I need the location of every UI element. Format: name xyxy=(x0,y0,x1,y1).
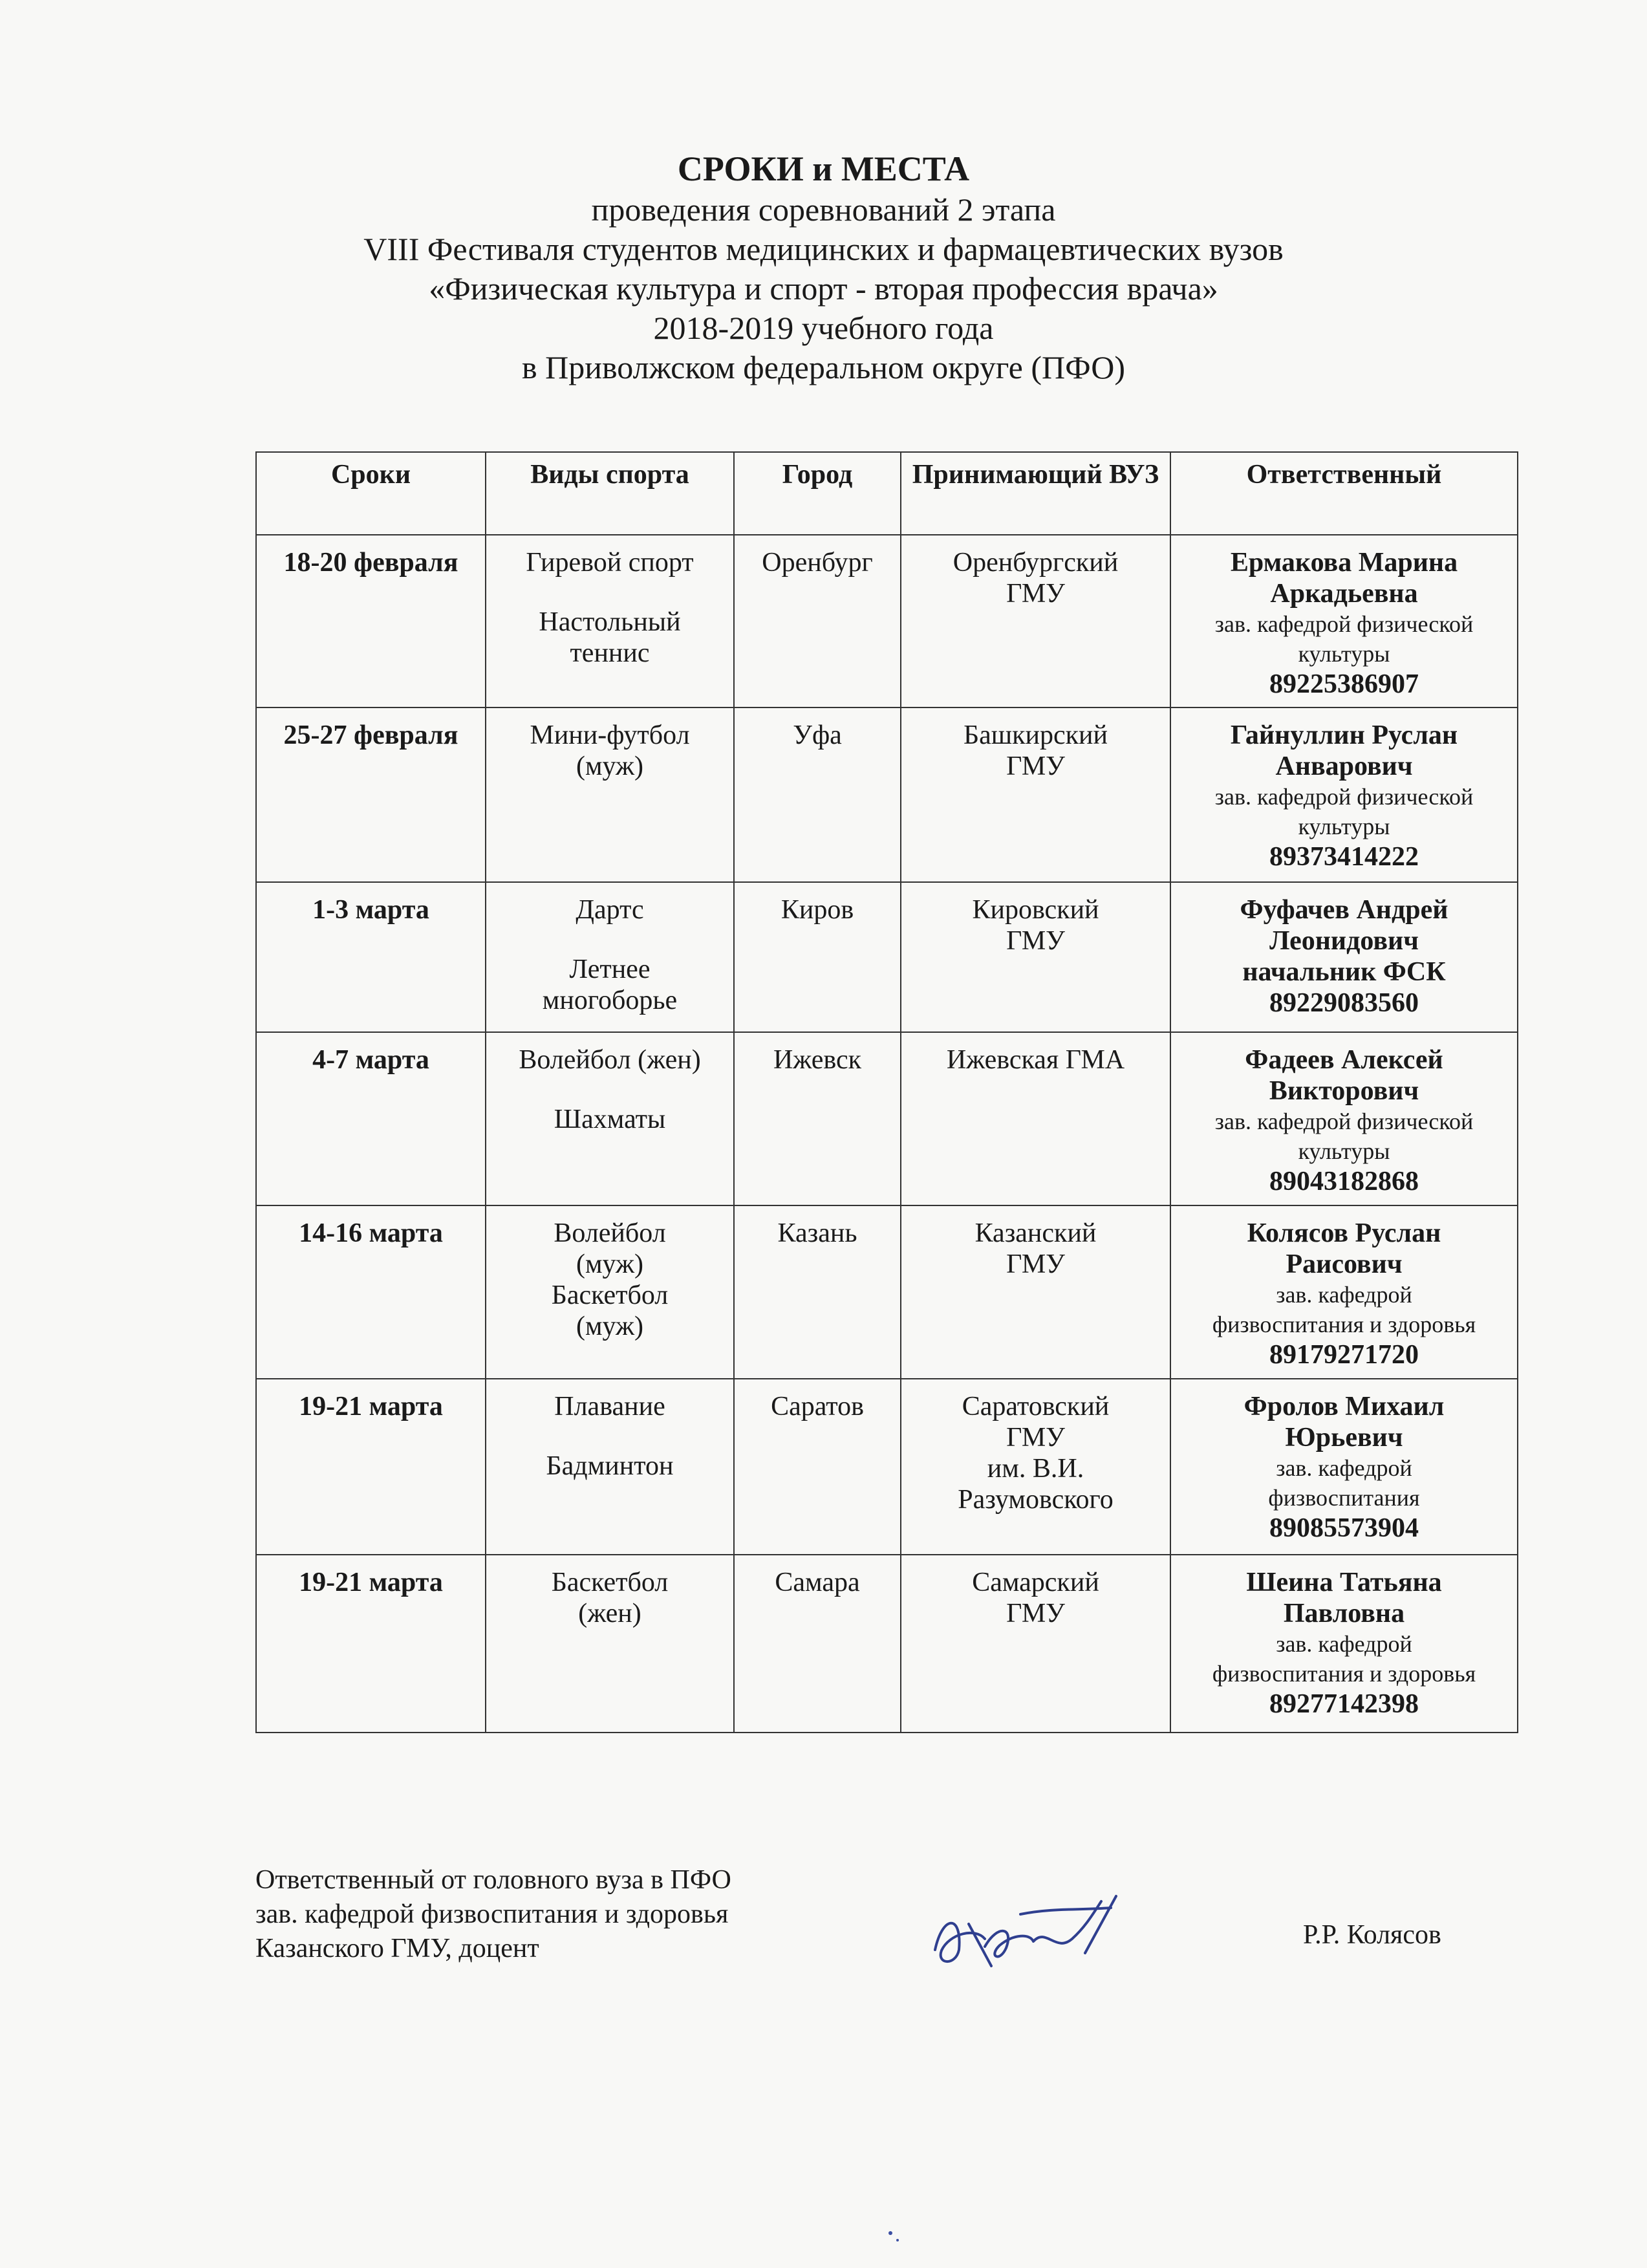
cell-responsible xyxy=(1170,1205,1518,1379)
scan-speck xyxy=(896,2239,899,2241)
table-row xyxy=(256,882,1518,1032)
host-line: Разумовского xyxy=(958,1485,1114,1515)
responsible-position-line: зав. кафедрой физической xyxy=(1214,611,1474,637)
heading-line: VIII Фестиваля студентов медицинских и фармацевтических вузов xyxy=(363,231,1284,267)
responsible-phone: 89179271720 xyxy=(1269,1340,1419,1370)
cell-dates: 4-7 марта xyxy=(256,1032,486,1205)
cell-sports xyxy=(486,707,734,882)
responsible-position-line: зав. кафедрой xyxy=(1276,1631,1412,1657)
table-row xyxy=(256,1555,1518,1733)
responsible-name-line: Ермакова Марина xyxy=(1230,548,1458,578)
host-line: им. В.И. xyxy=(987,1454,1084,1484)
sport-line: Плавание xyxy=(554,1392,665,1421)
scan-speck xyxy=(888,2231,892,2235)
cell-sports xyxy=(486,882,734,1032)
sport-line: многоборье xyxy=(542,986,678,1015)
responsible-name-line: Викторович xyxy=(1269,1076,1419,1106)
cell-sports xyxy=(486,1205,734,1379)
cell-sports xyxy=(486,535,734,707)
schedule-body xyxy=(256,535,1518,1733)
table-row xyxy=(256,535,1518,707)
responsible-phone: 89043182868 xyxy=(1269,1167,1419,1196)
column-header-dates: Сроки xyxy=(256,452,486,535)
cell-host xyxy=(901,535,1170,707)
heading-line: 2018-2019 учебного года xyxy=(653,310,994,346)
cell-responsible xyxy=(1170,1032,1518,1205)
responsible-phone: 89277142398 xyxy=(1269,1689,1419,1719)
sport-line: Мини-футбол xyxy=(530,720,690,750)
host-line: ГМУ xyxy=(1006,926,1065,956)
responsible-phone: 89373414222 xyxy=(1269,842,1419,872)
host-line: Саратовский xyxy=(962,1392,1110,1421)
cell-host xyxy=(901,707,1170,882)
cell-responsible xyxy=(1170,882,1518,1032)
responsible-name-line: Фадеев Алексей xyxy=(1245,1045,1443,1075)
cell-responsible xyxy=(1170,707,1518,882)
responsible-position-line: культуры xyxy=(1298,641,1390,667)
cell-city: Саратов xyxy=(734,1379,901,1555)
sport-line: (муж) xyxy=(576,1312,643,1341)
host-line: Казанский xyxy=(974,1218,1097,1248)
cell-responsible xyxy=(1170,1379,1518,1555)
host-line: ГМУ xyxy=(1006,579,1065,609)
responsible-phone: 89229083560 xyxy=(1269,988,1419,1018)
cell-host xyxy=(901,1379,1170,1555)
host-line: Оренбургский xyxy=(953,548,1119,578)
cell-dates: 1-3 марта xyxy=(256,882,486,1032)
sports-gap xyxy=(490,1075,729,1104)
schedule-table xyxy=(255,451,1518,1733)
column-header-city: Город xyxy=(734,452,901,535)
sport-line: Настольный xyxy=(539,607,681,637)
responsible-position-line: физвоспитания xyxy=(1268,1485,1420,1511)
column-header-sports: Виды спорта xyxy=(486,452,734,535)
responsible-position-line: зав. кафедрой xyxy=(1276,1282,1412,1308)
cell-sports xyxy=(486,1032,734,1205)
cell-dates: 14-16 марта xyxy=(256,1205,486,1379)
table-header-row xyxy=(256,452,1518,535)
responsible-name-line: Раисович xyxy=(1286,1249,1403,1279)
heading-line: «Физическая культура и спорт - вторая профессия врача» xyxy=(429,270,1218,307)
cell-dates: 19-21 марта xyxy=(256,1555,486,1733)
sport-line: Летнее xyxy=(569,955,651,984)
sport-line: Баскетбол xyxy=(551,1568,669,1597)
responsible-name-line: Шеина Татьяна xyxy=(1246,1568,1442,1597)
host-line: ГМУ xyxy=(1006,1599,1065,1628)
responsible-name-line: Павловна xyxy=(1283,1599,1405,1628)
footer-block xyxy=(255,1863,731,1966)
sport-line: (муж) xyxy=(576,1249,643,1279)
host-line: Кировский xyxy=(972,895,1099,925)
signature-drawing xyxy=(923,1888,1130,1985)
table-row xyxy=(256,1205,1518,1379)
responsible-name-line: Анварович xyxy=(1275,751,1413,781)
column-header-host-line: Принимающий ВУЗ xyxy=(912,460,1159,490)
sports-gap xyxy=(490,578,729,607)
responsible-position-line: культуры xyxy=(1298,1138,1390,1164)
heading-line: проведения соревнований 2 этапа xyxy=(591,191,1056,228)
host-line: Самарский xyxy=(972,1568,1099,1597)
host-line: ГМУ xyxy=(1006,1423,1065,1453)
table-row xyxy=(256,1032,1518,1205)
host-line: ГМУ xyxy=(1006,1249,1065,1279)
heading-line: в Приволжском федеральном округе (ПФО) xyxy=(521,349,1125,385)
sport-line: Дартс xyxy=(576,895,644,925)
sport-line: Волейбол xyxy=(554,1218,666,1248)
cell-city: Киров xyxy=(734,882,901,1032)
responsible-name-line: Леонидович xyxy=(1269,926,1419,956)
column-header-host xyxy=(901,452,1170,535)
signer-name: Р.Р. Колясов xyxy=(1303,1920,1441,1950)
document-heading xyxy=(0,147,1647,387)
cell-host xyxy=(901,1205,1170,1379)
table-row xyxy=(256,707,1518,882)
responsible-name-line: Юрьевич xyxy=(1285,1423,1403,1453)
cell-city: Ижевск xyxy=(734,1032,901,1205)
cell-responsible xyxy=(1170,1555,1518,1733)
cell-dates: 25-27 февраля xyxy=(256,707,486,882)
host-line: Ижевская ГМА xyxy=(946,1045,1125,1075)
cell-sports xyxy=(486,1555,734,1733)
responsible-position-line: культуры xyxy=(1298,814,1390,839)
footer-line: Ответственный от головного вуза в ПФО xyxy=(255,1865,731,1895)
cell-city: Самара xyxy=(734,1555,901,1733)
cell-host xyxy=(901,1555,1170,1733)
cell-city: Казань xyxy=(734,1205,901,1379)
cell-city: Уфа xyxy=(734,707,901,882)
sport-line: Баскетбол xyxy=(551,1280,669,1310)
cell-city: Оренбург xyxy=(734,535,901,707)
table-row xyxy=(256,1379,1518,1555)
cell-host xyxy=(901,1032,1170,1205)
column-header-responsible: Ответственный xyxy=(1170,452,1518,535)
responsible-name-line: начальник ФСК xyxy=(1242,957,1446,987)
responsible-phone: 89225386907 xyxy=(1269,669,1419,699)
footer-line: зав. кафедрой физвоспитания и здоровья xyxy=(255,1899,729,1929)
responsible-position-line: физвоспитания и здоровья xyxy=(1212,1661,1476,1687)
cell-dates: 18-20 февраля xyxy=(256,535,486,707)
responsible-name-line: Фуфачев Андрей xyxy=(1240,895,1448,925)
responsible-position-line: физвоспитания и здоровья xyxy=(1212,1312,1476,1337)
responsible-name-line: Колясов Руслан xyxy=(1247,1218,1441,1248)
responsible-name-line: Фролов Михаил xyxy=(1243,1392,1445,1421)
sport-line: (жен) xyxy=(578,1599,641,1628)
host-line: Башкирский xyxy=(963,720,1108,750)
sport-line: Шахматы xyxy=(554,1105,666,1134)
sport-line: (муж) xyxy=(576,751,643,781)
cell-responsible xyxy=(1170,535,1518,707)
responsible-phone: 89085573904 xyxy=(1269,1513,1419,1543)
responsible-name-line: Гайнуллин Руслан xyxy=(1230,720,1458,750)
cell-sports xyxy=(486,1379,734,1555)
cell-host xyxy=(901,882,1170,1032)
cell-dates: 19-21 марта xyxy=(256,1379,486,1555)
handwritten-signature xyxy=(923,1888,1130,1989)
responsible-position-line: зав. кафедрой физической xyxy=(1214,784,1474,810)
sport-line: Волейбол (жен) xyxy=(519,1045,701,1075)
footer-line: Казанского ГМУ, доцент xyxy=(255,1934,539,1963)
document-title: СРОКИ и МЕСТА xyxy=(677,149,970,188)
responsible-name-line: Аркадьевна xyxy=(1270,579,1418,609)
host-line: ГМУ xyxy=(1006,751,1065,781)
sports-gap xyxy=(490,1422,729,1451)
responsible-position-line: зав. кафедрой xyxy=(1276,1455,1412,1481)
sport-line: теннис xyxy=(570,638,650,668)
sports-gap xyxy=(490,925,729,954)
sport-line: Гиревой спорт xyxy=(526,548,694,578)
sport-line: Бадминтон xyxy=(546,1451,674,1481)
responsible-position-line: зав. кафедрой физической xyxy=(1214,1108,1474,1134)
